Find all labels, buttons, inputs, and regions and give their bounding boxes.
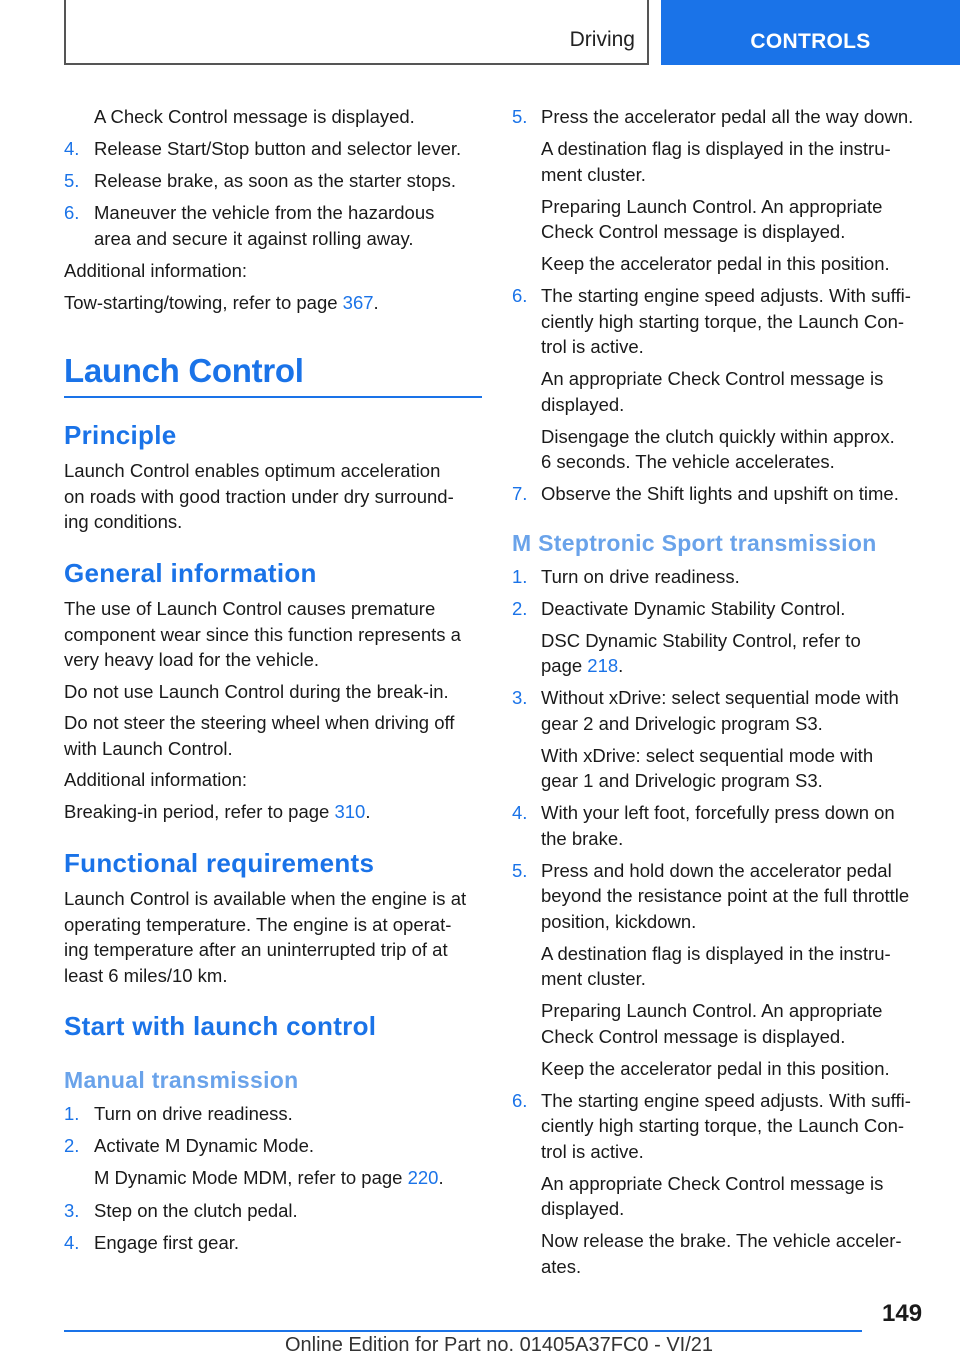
period: . xyxy=(618,655,624,676)
step-text-line: With xDrive: select sequential mode with xyxy=(541,744,874,766)
header-chapter-label: CONTROLS xyxy=(750,30,871,53)
step-text-line: With your left foot, forcefully press down on xyxy=(541,802,895,823)
step-text-line: position, kickdown. xyxy=(541,910,697,932)
step-number: 2. xyxy=(64,1135,80,1156)
footer-rule xyxy=(64,1330,862,1332)
step-number: 4. xyxy=(64,1232,80,1253)
step-text-line: ciently high starting torque, the Launch Con- xyxy=(541,1115,905,1136)
breaking-in-reference xyxy=(64,799,370,824)
tow-reference xyxy=(64,290,379,315)
step-text-line: Disengage the clutch quickly within approx. xyxy=(541,425,895,447)
step-text-line: Engage first gear. xyxy=(94,1232,240,1253)
step-text-line: Deactivate Dynamic Stability Control. xyxy=(541,598,846,619)
step-text-line: Preparing Launch Control. An appropriate xyxy=(541,1000,883,1021)
step-text-line: ates. xyxy=(541,1255,582,1277)
header-section-box xyxy=(64,0,649,65)
mdm-reference xyxy=(94,1165,444,1190)
step-text-line: Check Control message is displayed. xyxy=(541,221,846,242)
step-text-line: Preparing Launch Control. An appropriate xyxy=(541,195,883,217)
step-number: 6. xyxy=(64,202,80,223)
header-section-title: Driving xyxy=(569,28,635,51)
functional-text: operating temperature. The engine is at operat- xyxy=(64,913,452,935)
step-number: 4. xyxy=(64,138,80,159)
step-text-line: Keep the accelerator pedal in this position. xyxy=(541,1057,890,1079)
footer-edition: Online Edition for Part no. 01405A37FC0 - VI/21 xyxy=(285,1334,714,1356)
reference-text: M Dynamic Mode MDM, refer to page xyxy=(94,1167,408,1188)
step-text-line: displayed. xyxy=(541,393,625,415)
principle-text: ing conditions. xyxy=(64,511,183,532)
step-text-line: ciently high starting torque, the Launch Con- xyxy=(541,310,905,332)
steer-text: with Launch Control. xyxy=(64,737,233,759)
launch-control-title: Launch Control xyxy=(64,352,304,389)
functional-text: Launch Control is available when the engine is at xyxy=(64,888,467,909)
step-number: 3. xyxy=(64,1200,80,1221)
step-text-line: trol is active. xyxy=(541,336,644,357)
functional-text: ing temperature after an uninterrupted trip of at xyxy=(64,939,448,960)
step-text-line: Now release the brake. The vehicle acceler- xyxy=(541,1230,902,1251)
step-text-line: beyond the resistance point at the full throttle xyxy=(541,885,910,906)
step-text-line: Press the accelerator pedal all the way down. xyxy=(541,106,914,127)
reference-text: Breaking-in period, refer to page xyxy=(64,801,335,822)
principle-heading: Principle xyxy=(64,420,177,450)
step-number: 1. xyxy=(512,566,528,587)
step-text-line: A destination flag is displayed in the instru- xyxy=(541,138,891,159)
general-text: component wear since this function represents a xyxy=(64,623,461,645)
break-in-text: Do not use Launch Control during the break-in. xyxy=(64,681,449,702)
step-number: 4. xyxy=(512,802,528,823)
principle-text: on roads with good traction under dry surround- xyxy=(64,485,454,507)
header-chapter-tab xyxy=(661,0,960,65)
functional-text: least 6 miles/10 km. xyxy=(64,964,228,986)
step-text-line: An appropriate Check Control message is xyxy=(541,1172,884,1194)
step-text-line: the brake. xyxy=(541,827,624,849)
page-number: 149 xyxy=(882,1300,923,1327)
step-text-line: Release brake, as soon as the starter stops. xyxy=(94,170,456,191)
step-text-line: Observe the Shift lights and upshift on time. xyxy=(541,483,899,504)
reference-text: Tow-starting/towing, refer to page xyxy=(64,292,343,313)
step-text-line: Activate M Dynamic Mode. xyxy=(94,1135,315,1156)
step-text-line: 6 seconds. The vehicle accelerates. xyxy=(541,451,835,472)
step-number: 5. xyxy=(512,106,528,127)
step-text-line: Without xDrive: select sequential mode with xyxy=(541,687,899,708)
step-number: 6. xyxy=(512,1089,528,1111)
dsc-reference xyxy=(541,653,623,678)
steptronic-heading: M Steptronic Sport transmission xyxy=(512,530,877,556)
period: . xyxy=(365,801,371,822)
step-number: 6. xyxy=(512,285,528,306)
steer-text: Do not steer the steering wheel when driving off xyxy=(64,712,455,733)
page-link[interactable]: 310 xyxy=(334,801,366,822)
page-link[interactable]: 220 xyxy=(407,1167,439,1188)
period: . xyxy=(373,292,379,313)
step-text-line: Check Control message is displayed. xyxy=(541,1025,846,1047)
step-text-line: Maneuver the vehicle from the hazardous xyxy=(94,202,435,223)
step-text-line: Turn on drive readiness. xyxy=(94,1103,293,1124)
dsc-reference-line: DSC Dynamic Stability Control, refer to xyxy=(541,630,861,651)
step-text-line: gear 1 and Drivelogic program S3. xyxy=(541,770,823,791)
page-link[interactable]: 367 xyxy=(342,292,374,313)
step-text-line: The starting engine speed adjusts. With suffi- xyxy=(541,285,911,306)
step-text-line: ment cluster. xyxy=(541,163,646,185)
general-text: The use of Launch Control causes premature xyxy=(64,598,436,619)
step-number: 5. xyxy=(512,859,528,881)
step-text-line: A Check Control message is displayed. xyxy=(94,106,415,127)
step-text-line: gear 2 and Drivelogic program S3. xyxy=(541,712,823,734)
additional-info-label: Additional information: xyxy=(64,260,248,281)
step-text-line: Keep the accelerator pedal in this position. xyxy=(541,253,890,274)
step-text-line: displayed. xyxy=(541,1198,625,1219)
period: . xyxy=(438,1167,444,1188)
step-text-line: The starting engine speed adjusts. With suffi- xyxy=(541,1089,911,1111)
step-text-line: Press and hold down the accelerator pedal xyxy=(541,859,892,881)
step-text-line: Release Start/Stop button and selector lever. xyxy=(94,138,462,159)
reference-text: page xyxy=(541,655,588,676)
step-text-line: Turn on drive readiness. xyxy=(541,566,740,587)
start-launch-heading: Start with launch control xyxy=(64,1011,377,1041)
step-text-line: A destination flag is displayed in the instru- xyxy=(541,942,891,964)
functional-requirements-heading: Functional requirements xyxy=(64,848,375,878)
step-text-line: area and secure it against rolling away. xyxy=(94,227,414,249)
page-link[interactable]: 218 xyxy=(587,655,619,676)
general-info-heading: General information xyxy=(64,558,317,588)
step-text-line: An appropriate Check Control message is xyxy=(541,368,884,389)
step-number: 7. xyxy=(512,483,528,504)
step-number: 2. xyxy=(512,598,528,619)
step-text-line: trol is active. xyxy=(541,1140,644,1162)
principle-text: Launch Control enables optimum acceleration xyxy=(64,460,441,481)
step-number: 1. xyxy=(64,1103,80,1124)
general-text: very heavy load for the vehicle. xyxy=(64,649,320,670)
manual-transmission-heading: Manual transmission xyxy=(64,1067,299,1093)
step-text-line: ment cluster. xyxy=(541,968,646,989)
title-rule xyxy=(64,396,482,398)
additional-info-label: Additional information: xyxy=(64,769,248,790)
step-number: 3. xyxy=(512,687,528,708)
step-number: 5. xyxy=(64,170,80,191)
step-text-line: Step on the clutch pedal. xyxy=(94,1200,298,1221)
